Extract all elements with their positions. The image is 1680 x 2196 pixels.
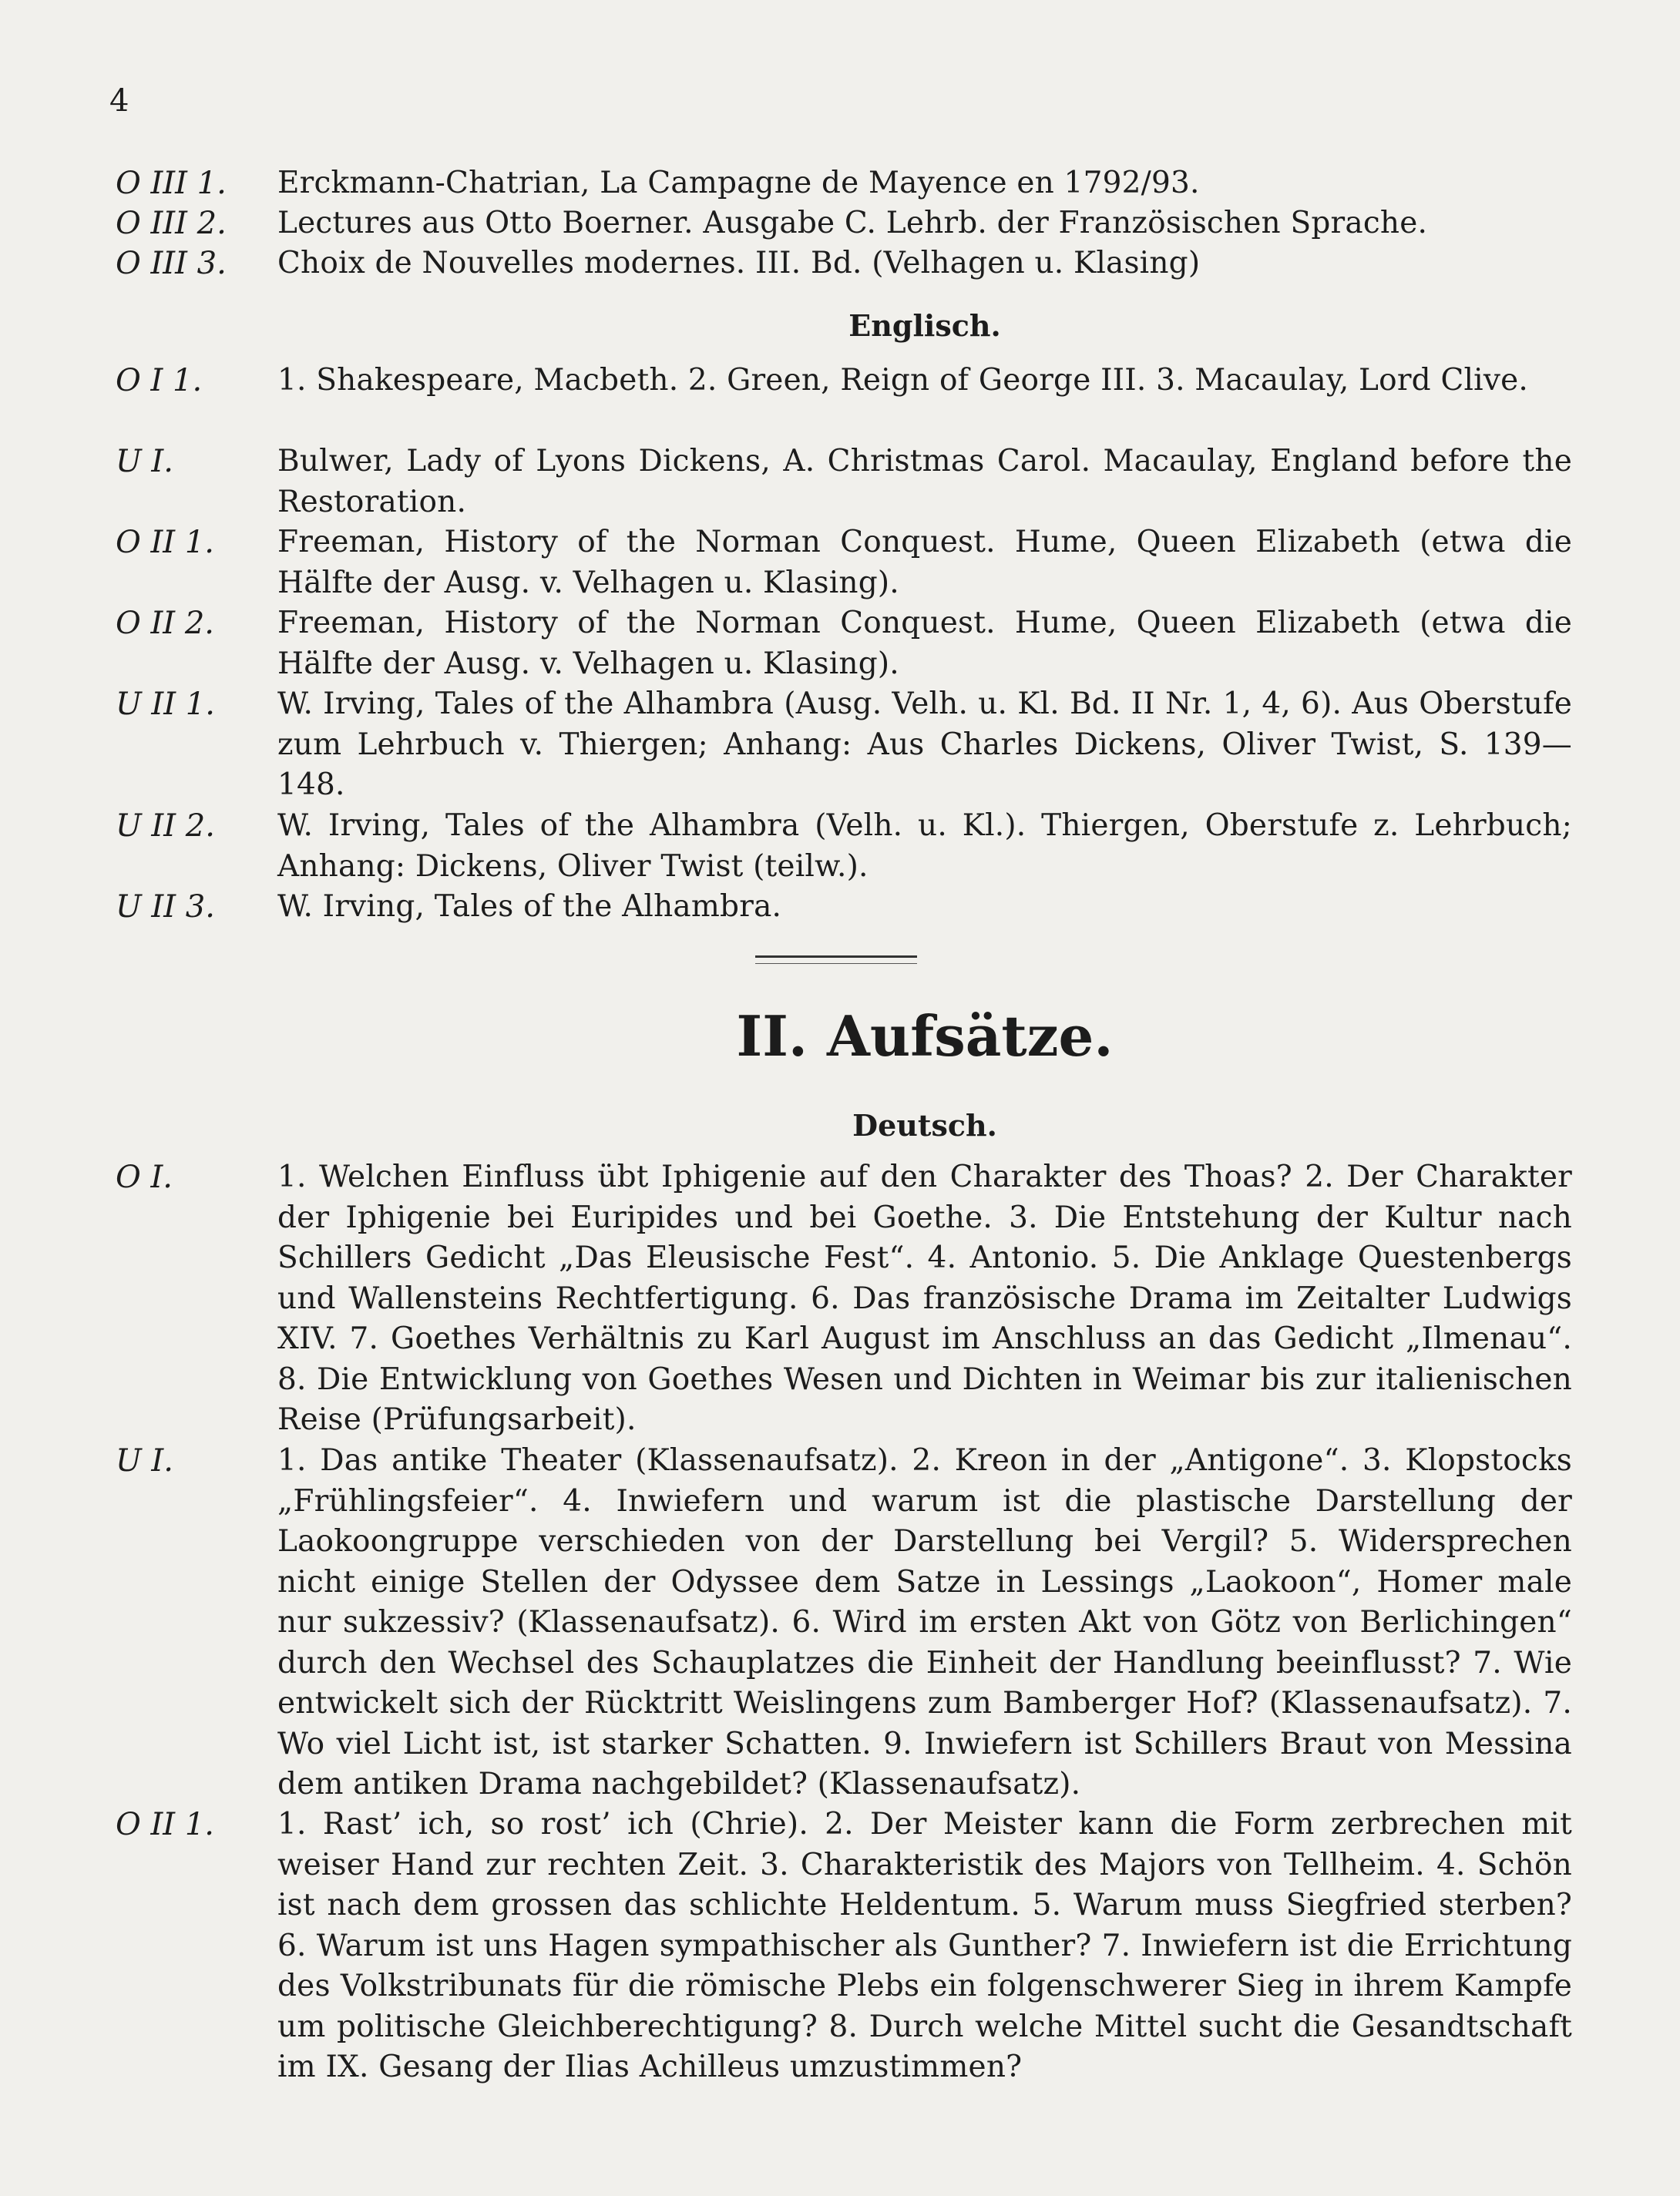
class-label: O III 3. xyxy=(116,246,227,281)
entry-text: 1. Welchen Einfluss übt Iphigenie auf den Charakter des Thoas? 2. Der Charakter der Iphigenie bei Euripides und bei Goethe. 3. Die Entstehung der Kultur nach Schillers Gedicht „Das Eleusische Fest“. 4. Antonio. 5. Die Anklage Questenbergs und Wallensteins Rechtfertigung. 6. Das französische Drama im Zeitalter Ludwigs XIV. 7. Goethes Verhältnis zu Karl August im Anschluss an das Gedicht „Ilmenau“. 8. Die Entwicklung von Goethes Wesen und Dichten in Weimar bis zur italienischen Reise (Prüfungsarbeit). xyxy=(277,1160,1572,1437)
class-label: U II 3. xyxy=(116,889,215,925)
class-label: O I 1. xyxy=(116,363,203,398)
entry-text: 1. Rast’ ich, so rost’ ich (Chrie). 2. Der Meister kann die Form zerbrechen mit weiser Hand zur rechten Zeit. 3. Charakteristik des Majors von Tellheim. 4. Schön ist nach dem grossen das schlichte Heldentum. 5. Warum muss Siegfried sterben? 6. Warum ist uns Hagen sympathischer als Gunther? 7. Inwiefern ist die Errichtung des Volkstribunats für die römische Plebs ein folgenschwerer Sieg in ihrem Kampfe um politische Gleichberechtigung? 8. Durch welche Mittel sucht die Gesandtschaft im IX. Gesang der Ilias Achilleus umzustimmen? xyxy=(277,1807,1572,2084)
class-label: U II 2. xyxy=(116,808,215,844)
class-label: U I. xyxy=(116,1443,173,1479)
english-entry-5 xyxy=(116,684,1572,806)
english-entry-4 xyxy=(116,603,1572,684)
class-label: O III 1. xyxy=(116,166,227,201)
class-label: O II 2. xyxy=(116,606,214,641)
french-entry-2 xyxy=(116,203,1572,244)
german-entry-1 xyxy=(116,1157,1572,1441)
entry-text: Choix de Nouvelles modernes. III. Bd. (Velhagen u. Klasing) xyxy=(277,246,1201,280)
german-entry-3 xyxy=(116,1805,1572,2088)
english-entry-7 xyxy=(116,887,1572,928)
french-entry-3 xyxy=(116,243,1572,284)
page-number: 4 xyxy=(109,83,129,119)
entry-text: W. Irving, Tales of the Alhambra (Velh. u. Kl.). Thiergen, Oberstufe z. Lehrbuch; Anhang: Dickens, Oliver Twist (teilw.). xyxy=(277,808,1572,884)
entry-text: Bulwer, Lady of Lyons Dickens, A. Christmas Carol. Macaulay, England before the Restoration. xyxy=(277,444,1572,519)
section-divider xyxy=(755,955,917,958)
entry-text: Freeman, History of the Norman Conquest. Hume, Queen Elizabeth (etwa die Hälfte der Ausg. v. Velhagen u. Klasing). xyxy=(277,606,1572,681)
english-entry-3 xyxy=(116,522,1572,603)
section-title: II. Aufsätze. xyxy=(736,1003,1114,1069)
entry-text: W. Irving, Tales of the Alhambra. xyxy=(277,889,782,924)
class-label: U I. xyxy=(116,444,173,479)
french-entry-1 xyxy=(116,163,1572,204)
english-entry-1 xyxy=(116,361,1572,401)
entry-text: W. Irving, Tales of the Alhambra (Ausg. Velh. u. Kl. Bd. II Nr. 1, 4, 6). Aus Oberstufe zum Lehrbuch v. Thiergen; Anhang: Aus Charles Dickens, Oliver Twist, S. 139—148. xyxy=(277,687,1572,802)
class-label: O I. xyxy=(116,1160,173,1195)
german-entry-2 xyxy=(116,1441,1572,1805)
class-label: U II 1. xyxy=(116,687,215,722)
section-divider-thin xyxy=(755,963,917,964)
entry-text: Freeman, History of the Norman Conquest. Hume, Queen Elizabeth (etwa die Hälfte der Ausg. v. Velhagen u. Klasing). xyxy=(277,525,1572,600)
class-label: O II 1. xyxy=(116,525,214,560)
entry-text: 1. Shakespeare, Macbeth. 2. Green, Reign of George III. 3. Macaulay, Lord Clive. xyxy=(277,363,1528,398)
english-entry-2 xyxy=(116,442,1572,522)
entry-text: Lectures aus Otto Boerner. Ausgabe C. Lehrb. der Französischen Sprache. xyxy=(277,206,1428,240)
class-label: O II 1. xyxy=(116,1807,214,1842)
class-label: O III 2. xyxy=(116,206,227,241)
english-heading: Englisch. xyxy=(848,308,1001,343)
entry-text: 1. Das antike Theater (Klassenaufsatz). 2. Kreon in der „Antigone“. 3. Klopstocks „Frühlingsfeier“. 4. Inwiefern und warum ist die plastische Darstellung der Laokoongruppe verschieden von der Darstellung bei Vergil? 5. Widersprechen nicht einige Stellen der Odyssee dem Satze in Lessings „Laokoon“, Homer male nur sukzessiv? (Klassenaufsatz). 6. Wird im ersten Akt von Götz von Berlichingen“ durch den Wechsel des Schauplatzes die Einheit der Handlung beeinflusst? 7. Wie entwickelt sich der Rücktritt Weislingens zum Bamberger Hof? (Klassenaufsatz). 7. Wo viel Licht ist, ist starker Schatten. 9. Inwiefern ist Schillers Braut von Messina dem antiken Drama nachgebildet? (Klassenaufsatz). xyxy=(277,1443,1572,1801)
german-heading: Deutsch. xyxy=(852,1108,997,1143)
english-entry-6 xyxy=(116,806,1572,887)
entry-text: Erckmann-Chatrian, La Campagne de Mayence en 1792/93. xyxy=(277,166,1200,200)
